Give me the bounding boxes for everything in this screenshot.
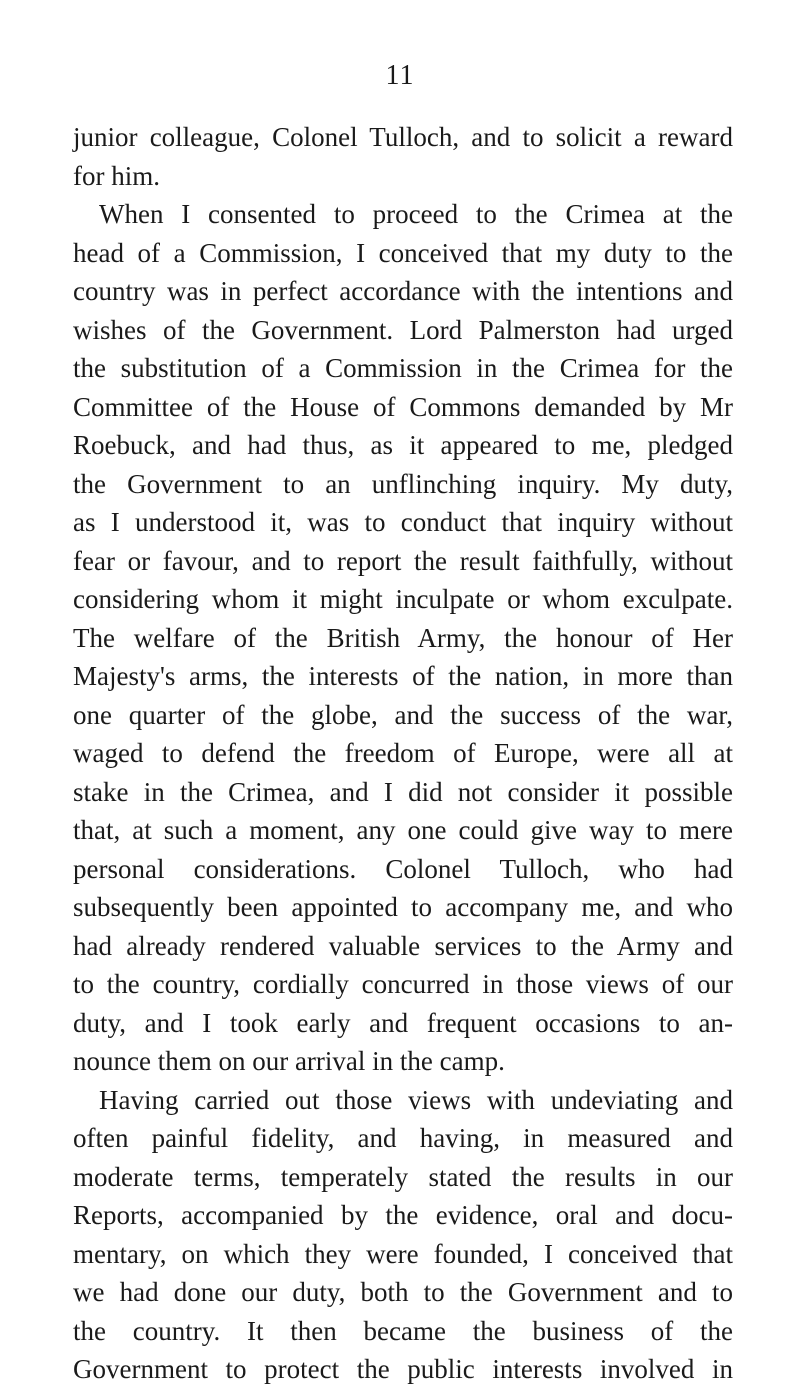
page-number: 11 bbox=[385, 60, 415, 91]
text-line: moderate terms, temperately stated the results in our bbox=[73, 1161, 733, 1192]
text-line: subsequently been appointed to accompany me, and who bbox=[73, 892, 733, 922]
text-line: head of a Commission, I conceived that my duty to the bbox=[73, 237, 733, 268]
text-line: one quarter of the globe, and the success of the war, bbox=[73, 699, 733, 730]
text-line: Reports, accompanied by the evidence, oral and docu- bbox=[73, 1200, 733, 1230]
text-line: considering whom it might inculpate or whom exculpate. bbox=[73, 584, 733, 614]
text-line: Roebuck, and had thus, as it appeared to me, pledged bbox=[73, 430, 733, 460]
body-text bbox=[73, 118, 733, 1389]
text-line: to the country, cordially concurred in those views of our bbox=[73, 969, 733, 999]
text-line: stake in the Crimea, and I did not consider it possible bbox=[73, 776, 733, 807]
text-line: for him. bbox=[73, 160, 160, 191]
text-line: wishes of the Government. Lord Palmerston had urged bbox=[73, 314, 733, 345]
text-line: Majesty's arms, the interests of the nation, in more than bbox=[73, 661, 733, 691]
text-line: as I understood it, was to conduct that inquiry without bbox=[73, 507, 733, 537]
text-line: had already rendered valuable services to the Army and bbox=[73, 930, 733, 961]
text-line: The welfare of the British Army, the honour of Her bbox=[73, 622, 733, 653]
text-line: often painful fidelity, and having, in measured and bbox=[73, 1123, 733, 1153]
text-line: the Government to an unflinching inquiry. My duty, bbox=[73, 468, 733, 499]
text-line: duty, and I took early and frequent occasions to an- bbox=[73, 1007, 733, 1038]
text-line: Government to protect the public interests involved in bbox=[73, 1354, 733, 1384]
paragraph-start-line: When I consented to proceed to the Crimea at the bbox=[99, 199, 733, 229]
paragraph-start-line: Having carried out those views with undeviating and bbox=[99, 1084, 733, 1115]
text-line: the substitution of a Commission in the Crimea for the bbox=[73, 353, 733, 383]
text-line: waged to defend the freedom of Europe, were all at bbox=[73, 738, 733, 768]
text-line: mentary, on which they were founded, I conceived that bbox=[73, 1238, 733, 1269]
text-line: junior colleague, Colonel Tulloch, and to solicit a reward bbox=[73, 122, 733, 152]
text-line: we had done our duty, both to the Government and to bbox=[73, 1277, 733, 1307]
text-line: personal considerations. Colonel Tulloch, who had bbox=[73, 853, 733, 884]
text-line: nounce them on our arrival in the camp. bbox=[73, 1046, 505, 1076]
text-line: that, at such a moment, any one could give way to mere bbox=[73, 815, 733, 845]
text-line: country was in perfect accordance with the intentions and bbox=[73, 276, 733, 306]
text-line: the country. It then became the business of the bbox=[73, 1315, 733, 1346]
text-line: fear or favour, and to report the result faithfully, without bbox=[73, 545, 733, 576]
text-line: Committee of the House of Commons demanded by Mr bbox=[73, 391, 733, 422]
